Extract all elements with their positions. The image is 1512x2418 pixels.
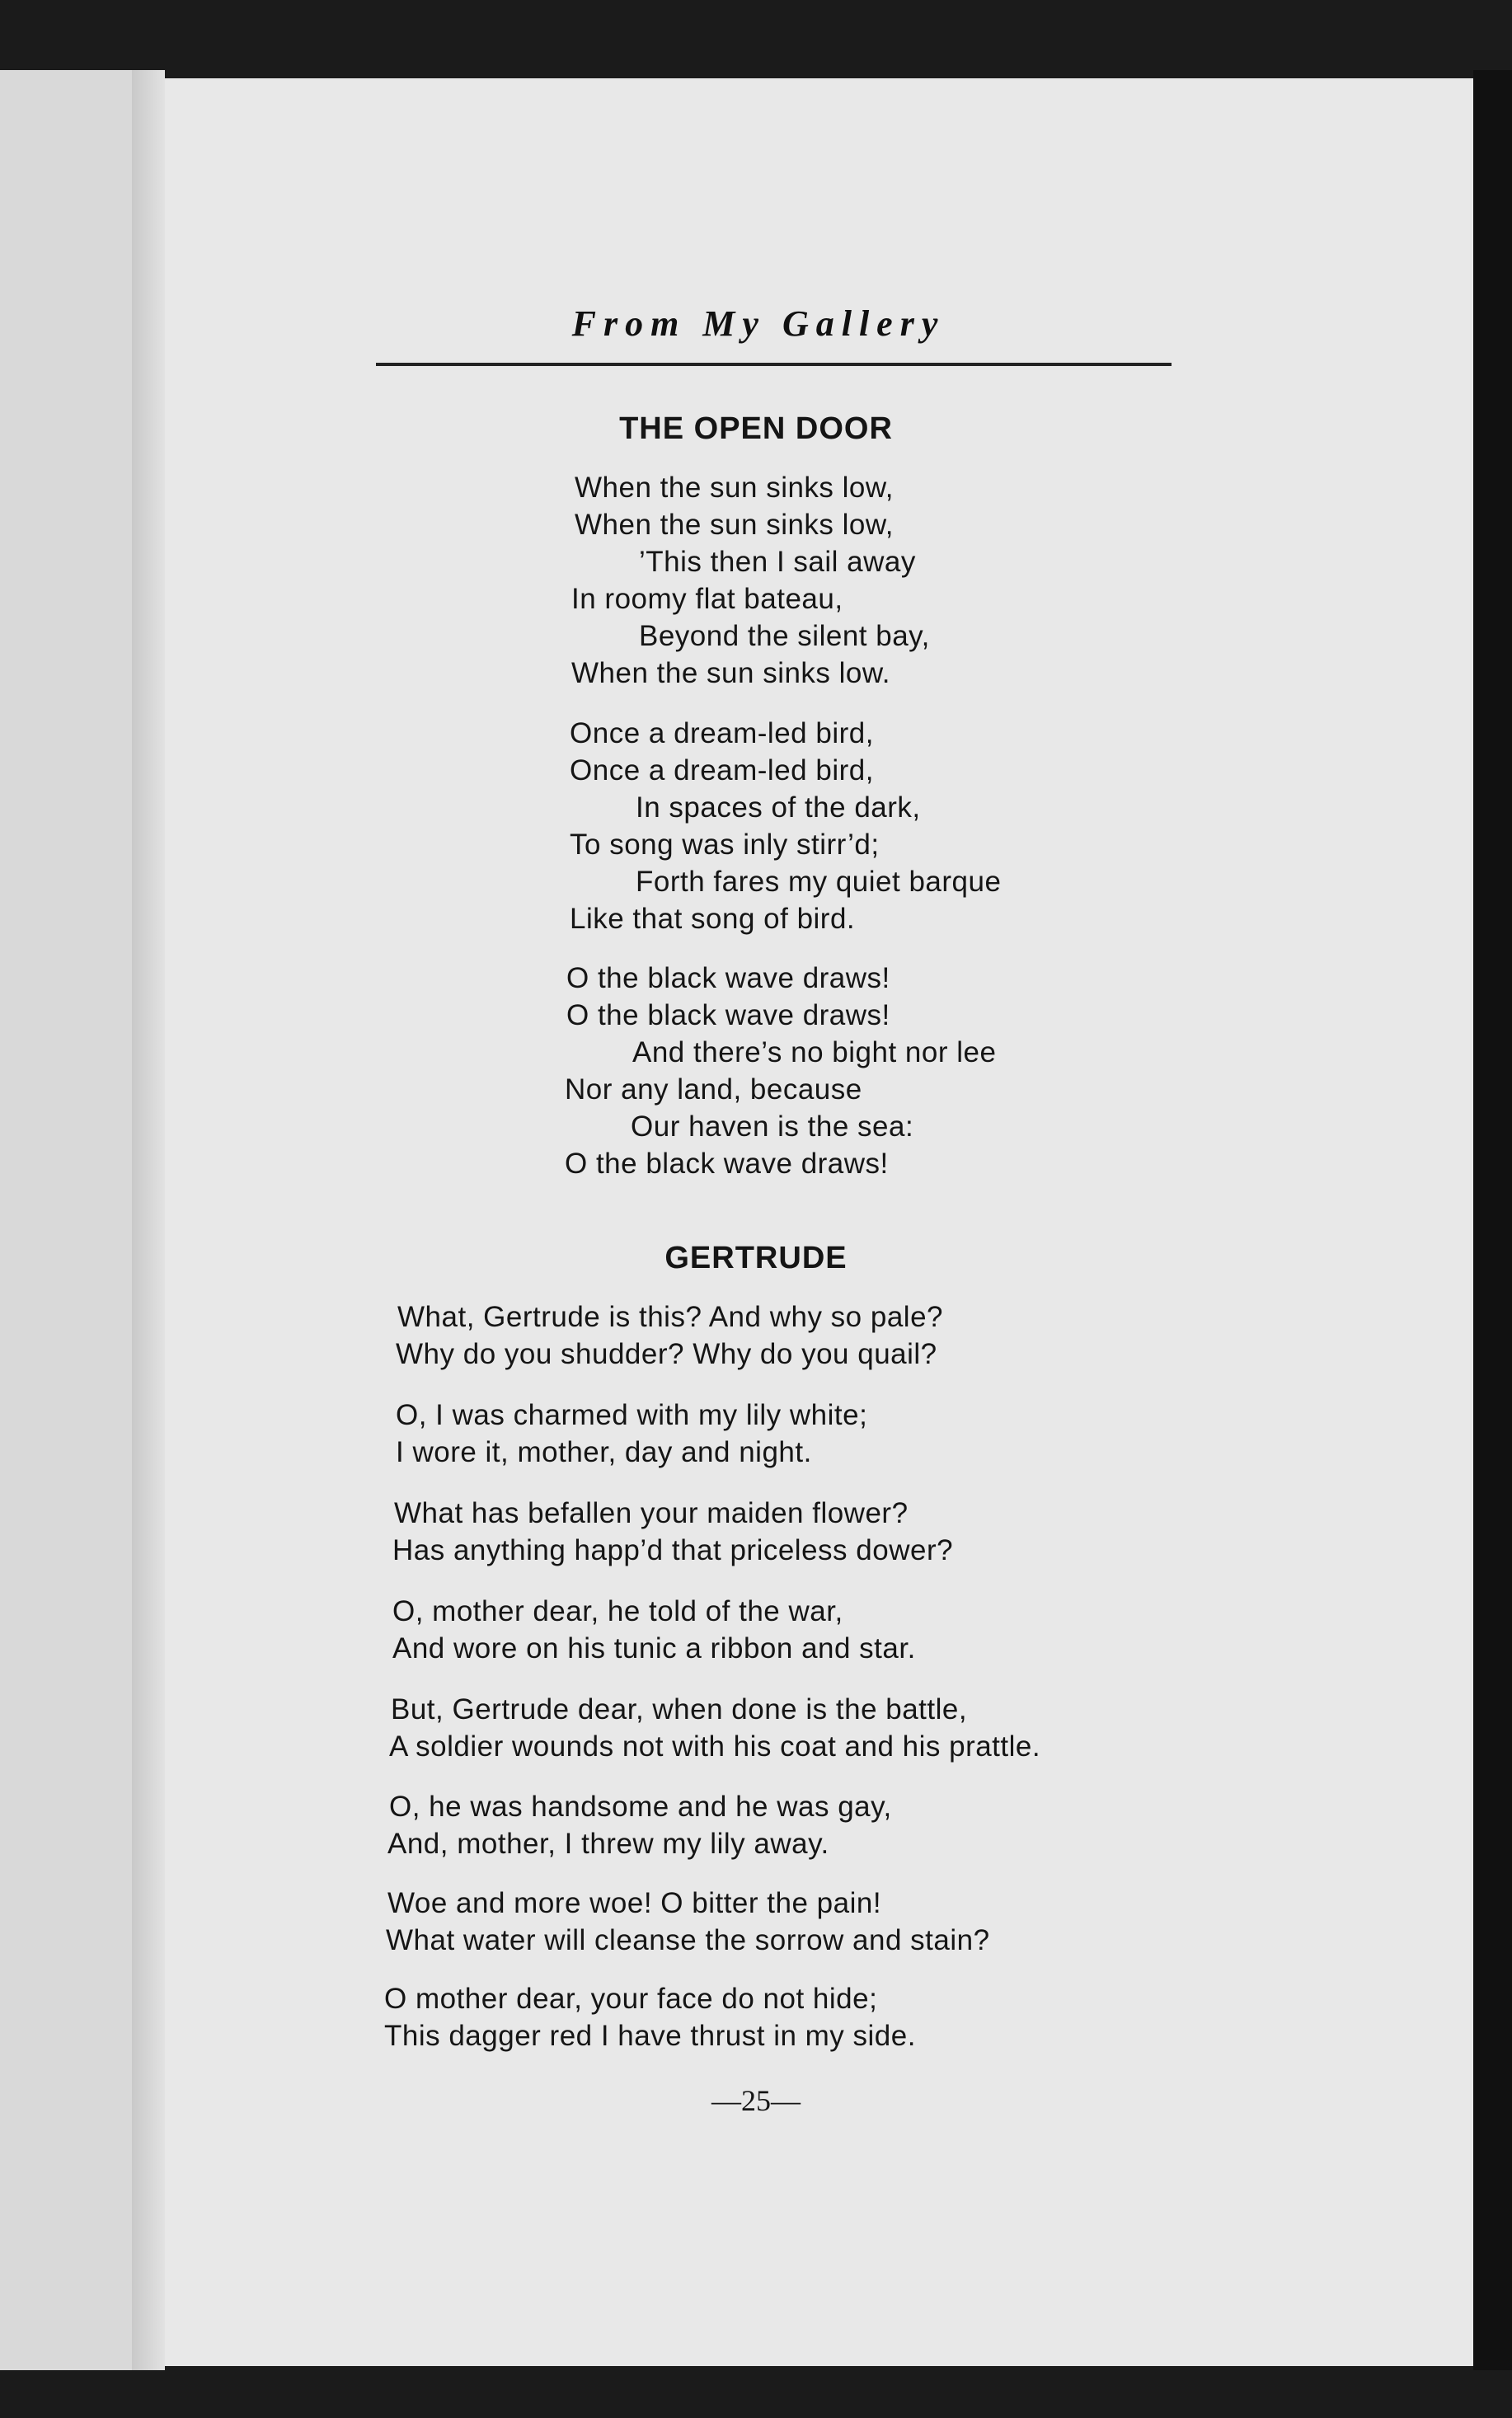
verse-line: Woe and more woe! O bitter the pain! (387, 1887, 882, 1919)
verse-line: Like that song of bird. (570, 903, 856, 935)
verse-line: And, mother, I threw my lily away. (387, 1828, 829, 1860)
page-number: —25— (711, 2084, 801, 2117)
verse-line: But, Gertrude dear, when done is the battle, (391, 1693, 968, 1725)
verse-line: Once a dream-led bird, (570, 717, 874, 749)
verse-line: O the black wave draws! (566, 962, 890, 994)
verse-line: I wore it, mother, day and night. (396, 1436, 812, 1468)
verse-line: In spaces of the dark, (636, 791, 921, 824)
verse-line: In roomy flat bateau, (571, 583, 843, 615)
verse-line: Forth fares my quiet barque (636, 866, 1002, 898)
verse-line: Nor any land, because (565, 1073, 862, 1106)
poem-title-gertrude: GERTRUDE (664, 1241, 848, 1275)
verse-line: O, he was handsome and he was gay, (389, 1791, 892, 1823)
verse-line: To song was inly stirr’d; (570, 829, 880, 861)
verse-line: When the sun sinks low. (571, 657, 890, 689)
verse-line: Beyond the silent bay, (639, 620, 930, 652)
verse-line: When the sun sinks low, (575, 509, 894, 541)
verse-line: When the sun sinks low, (575, 472, 894, 504)
verse-line: This dagger red I have thrust in my side. (384, 2020, 916, 2052)
verse-line: O, mother dear, he told of the war, (392, 1595, 843, 1627)
verse-line: Our haven is the sea: (631, 1110, 914, 1143)
verse-line: O mother dear, your face do not hide; (384, 1983, 878, 2015)
verse-line: A soldier wounds not with his coat and his prattle. (389, 1730, 1041, 1763)
verse-line: O the black wave draws! (565, 1148, 889, 1180)
verse-line: O, I was charmed with my lily white; (396, 1399, 868, 1431)
verse-line: ’This then I sail away (639, 546, 916, 578)
poem-title-open-door: THE OPEN DOOR (619, 411, 893, 446)
verse-line: What water will cleanse the sorrow and stain? (386, 1924, 990, 1956)
verse-line: And wore on his tunic a ribbon and star. (392, 1632, 916, 1664)
verse-line: And there’s no bight nor lee (632, 1036, 997, 1068)
running-header: From My Gallery (571, 303, 946, 344)
header-rule (376, 363, 1172, 366)
verse-line: Has anything happ’d that priceless dower? (392, 1534, 954, 1566)
verse-line: O the black wave draws! (566, 999, 890, 1031)
verse-line: What has befallen your maiden flower? (394, 1497, 909, 1529)
verse-line: Once a dream-led bird, (570, 754, 874, 786)
verse-line: What, Gertrude is this? And why so pale? (397, 1301, 943, 1333)
verse-line: Why do you shudder? Why do you quail? (396, 1338, 937, 1370)
